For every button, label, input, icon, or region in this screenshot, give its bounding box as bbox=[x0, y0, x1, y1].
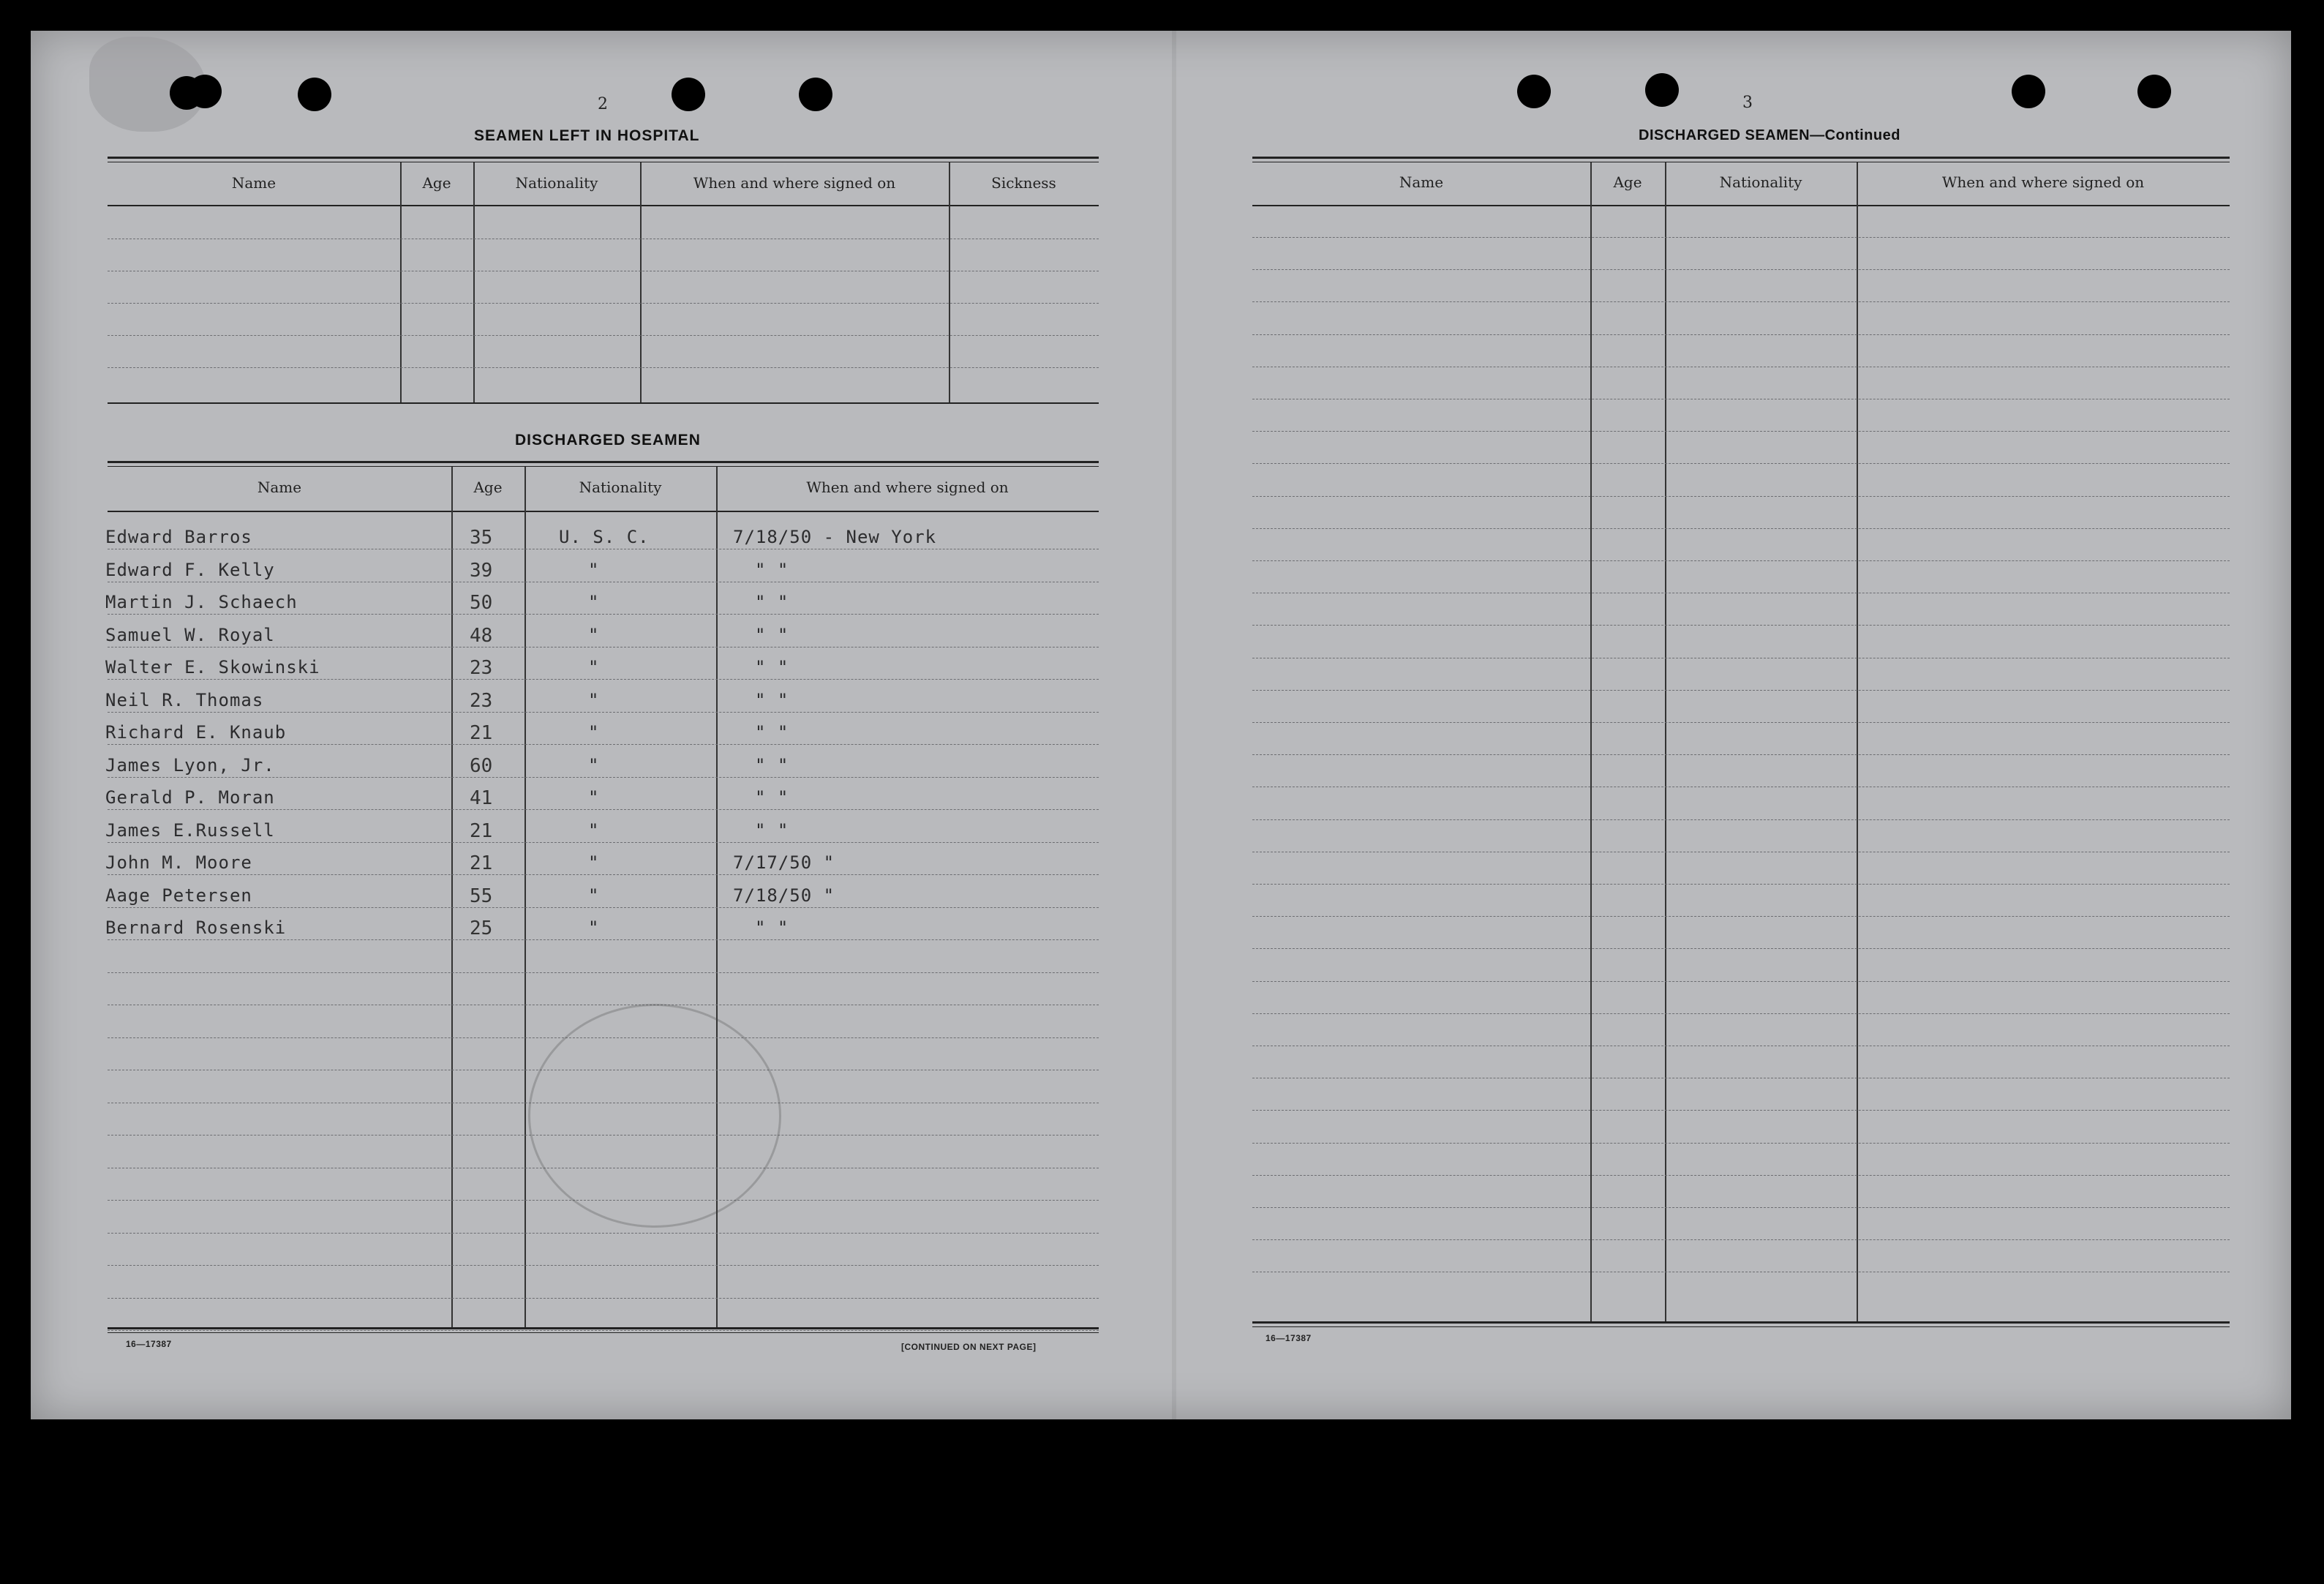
seaman-nationality: " bbox=[588, 885, 600, 906]
seaman-age: 35 bbox=[470, 527, 493, 549]
discharged-row-line bbox=[108, 1265, 1099, 1266]
hospital-row-line bbox=[108, 367, 1099, 368]
discharged-row-line bbox=[108, 939, 1099, 940]
seaman-signed-on: " " bbox=[755, 657, 789, 677]
discharged-section-title: DISCHARGED SEAMEN bbox=[515, 432, 701, 448]
seaman-signed-on: " " bbox=[755, 592, 789, 612]
seaman-name: Richard E. Knaub bbox=[105, 722, 287, 743]
seaman-age: 21 bbox=[470, 722, 493, 744]
seaman-age: 25 bbox=[470, 917, 493, 939]
right-table-top-rule bbox=[1252, 157, 2230, 159]
discharged-col-nationality: Nationality bbox=[579, 478, 662, 496]
discharged-row-line bbox=[108, 712, 1099, 713]
right-row-line bbox=[1252, 981, 2230, 982]
seaman-signed-on: 7/17/50 " bbox=[733, 852, 835, 873]
seaman-age: 39 bbox=[470, 559, 493, 582]
seaman-nationality: " bbox=[588, 624, 600, 645]
discharged-row-line bbox=[108, 614, 1099, 615]
seaman-age: 23 bbox=[470, 657, 493, 679]
discharged-header-rule bbox=[108, 511, 1099, 512]
right-row-line bbox=[1252, 690, 2230, 691]
seaman-name: Aage Petersen bbox=[105, 885, 252, 906]
seaman-signed-on: " " bbox=[755, 722, 789, 743]
seaman-age: 23 bbox=[470, 689, 493, 712]
seaman-age: 55 bbox=[470, 885, 493, 907]
seaman-nationality: " bbox=[588, 787, 600, 808]
discharged-col-divider bbox=[524, 467, 526, 1327]
seaman-age: 60 bbox=[470, 754, 493, 777]
seaman-nationality: " bbox=[588, 852, 600, 873]
right-row-line bbox=[1252, 1175, 2230, 1176]
seaman-nationality: " bbox=[588, 819, 600, 841]
seaman-age: 41 bbox=[470, 787, 493, 809]
right-row-line bbox=[1252, 754, 2230, 755]
seaman-name: Samuel W. Royal bbox=[105, 624, 275, 645]
seaman-name: John M. Moore bbox=[105, 852, 252, 873]
seaman-nationality: " bbox=[588, 657, 600, 677]
right-page bbox=[1172, 31, 2291, 1419]
hospital-col-sickness: Sickness bbox=[991, 174, 1056, 192]
seaman-signed-on: 7/18/50 - New York bbox=[733, 527, 937, 547]
right-row-line bbox=[1252, 884, 2230, 885]
right-header-rule bbox=[1252, 205, 2230, 206]
seaman-nationality: " bbox=[588, 559, 600, 580]
discharged-col-divider bbox=[451, 467, 453, 1327]
discharged-row-line bbox=[108, 647, 1099, 648]
right-row-line bbox=[1252, 463, 2230, 464]
right-row-line bbox=[1252, 560, 2230, 561]
discharged-row-line bbox=[108, 972, 1099, 973]
discharged-row-line bbox=[108, 777, 1099, 778]
seaman-name: Bernard Rosenski bbox=[105, 917, 287, 938]
right-row-line bbox=[1252, 334, 2230, 335]
hospital-section-title: SEAMEN LEFT IN HOSPITAL bbox=[474, 127, 700, 144]
seaman-signed-on: " " bbox=[755, 754, 789, 776]
discharged-row-line bbox=[108, 907, 1099, 908]
seaman-nationality: " bbox=[588, 722, 600, 743]
right-col-name: Name bbox=[1399, 173, 1444, 191]
seaman-nationality: " bbox=[588, 917, 600, 938]
left-page bbox=[31, 31, 1172, 1419]
right-row-line bbox=[1252, 1013, 2230, 1014]
discharged-row-line bbox=[108, 809, 1099, 810]
faded-received-stamp bbox=[528, 1004, 781, 1228]
document-sheet bbox=[31, 31, 2291, 1419]
seaman-name: James E.Russell bbox=[105, 819, 275, 841]
hospital-row-line bbox=[108, 303, 1099, 304]
hospital-col-name: Name bbox=[231, 174, 277, 192]
hospital-row-line bbox=[108, 335, 1099, 336]
discharged-table-bottom-rule bbox=[108, 1327, 1099, 1329]
right-row-line bbox=[1252, 301, 2230, 302]
discharged-row-line bbox=[108, 1330, 1099, 1331]
hospital-table-top-rule bbox=[108, 157, 1099, 159]
hospital-col-nationality: Nationality bbox=[515, 174, 598, 192]
discharged-row-line bbox=[108, 874, 1099, 875]
hospital-col-age: Age bbox=[422, 174, 451, 192]
right-col-nationality: Nationality bbox=[1719, 173, 1802, 191]
discharged-row-line bbox=[108, 679, 1099, 680]
right-row-line bbox=[1252, 625, 2230, 626]
right-row-line bbox=[1252, 819, 2230, 820]
right-row-line bbox=[1252, 1143, 2230, 1144]
discharged-row-line bbox=[108, 842, 1099, 843]
seaman-signed-on: " " bbox=[755, 787, 789, 808]
discharged-col-signed-on: When and where signed on bbox=[806, 478, 1009, 496]
right-row-line bbox=[1252, 948, 2230, 949]
right-row-line bbox=[1252, 1239, 2230, 1240]
seaman-name: Gerald P. Moran bbox=[105, 787, 275, 808]
right-row-line bbox=[1252, 431, 2230, 432]
seaman-signed-on: 7/18/50 " bbox=[733, 885, 835, 906]
page-number: 3 bbox=[1742, 94, 1753, 112]
right-col-divider bbox=[1665, 162, 1666, 1323]
seaman-name: James Lyon, Jr. bbox=[105, 754, 275, 776]
page-number: 2 bbox=[598, 95, 608, 113]
form-number: 16—17387 bbox=[126, 1339, 172, 1349]
right-row-line bbox=[1252, 722, 2230, 723]
seaman-signed-on: " " bbox=[755, 559, 789, 580]
seaman-nationality: " bbox=[588, 754, 600, 776]
right-col-divider bbox=[1857, 162, 1858, 1323]
seaman-name: Edward F. Kelly bbox=[105, 559, 275, 580]
discharged-col-name: Name bbox=[257, 478, 302, 496]
discharged-table-top-rule bbox=[108, 461, 1099, 463]
right-row-line bbox=[1252, 269, 2230, 270]
seaman-name: Martin J. Schaech bbox=[105, 592, 298, 612]
seaman-age: 48 bbox=[470, 624, 493, 647]
discharged-row-line bbox=[108, 1233, 1099, 1234]
seaman-age: 21 bbox=[470, 852, 493, 874]
seaman-name: Walter E. Skowinski bbox=[105, 657, 320, 677]
hospital-col-signed-on: When and where signed on bbox=[693, 174, 896, 192]
seaman-signed-on: " " bbox=[755, 819, 789, 841]
seaman-nationality: U. S. C. bbox=[559, 527, 650, 547]
right-row-line bbox=[1252, 496, 2230, 497]
continued-section-title: DISCHARGED SEAMEN—Continued bbox=[1639, 127, 1900, 143]
continued-note: [CONTINUED ON NEXT PAGE] bbox=[901, 1342, 1037, 1352]
seaman-name: Edward Barros bbox=[105, 527, 252, 547]
right-table-bottom-rule bbox=[1252, 1321, 2230, 1324]
seaman-nationality: " bbox=[588, 689, 600, 710]
hospital-table-bottom-rule bbox=[108, 402, 1099, 404]
right-row-line bbox=[1252, 528, 2230, 529]
discharged-col-age: Age bbox=[473, 478, 503, 496]
discharged-row-line bbox=[108, 1298, 1099, 1299]
seaman-signed-on: " " bbox=[755, 917, 789, 938]
right-col-age: Age bbox=[1613, 173, 1642, 191]
right-col-divider bbox=[1590, 162, 1592, 1323]
right-row-line bbox=[1252, 916, 2230, 917]
seaman-nationality: " bbox=[588, 592, 600, 612]
form-number: 16—17387 bbox=[1266, 1333, 1312, 1343]
seaman-age: 50 bbox=[470, 592, 493, 614]
seaman-signed-on: " " bbox=[755, 624, 789, 645]
seaman-age: 21 bbox=[470, 819, 493, 842]
right-col-signed-on: When and where signed on bbox=[1941, 173, 2145, 191]
seaman-name: Neil R. Thomas bbox=[105, 689, 264, 710]
right-row-line bbox=[1252, 1207, 2230, 1208]
right-row-line bbox=[1252, 237, 2230, 238]
discharged-row-line bbox=[108, 744, 1099, 745]
seaman-signed-on: " " bbox=[755, 689, 789, 710]
right-row-line bbox=[1252, 1110, 2230, 1111]
